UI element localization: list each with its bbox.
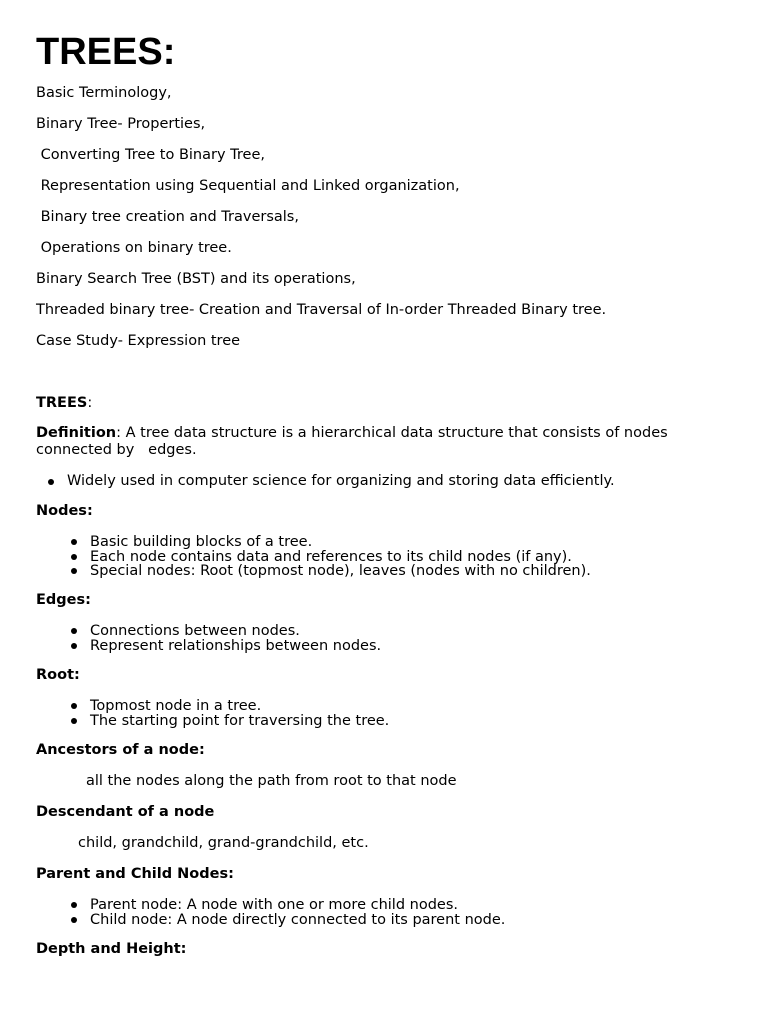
syllabus-item: Representation using Sequential and Linked organization, [36, 178, 460, 194]
section-heading-label: TREES [36, 395, 88, 411]
edges-heading: Edges: [36, 592, 91, 608]
nodes-heading: Nodes: [36, 503, 93, 519]
page-title: TREES: [36, 31, 176, 73]
syllabus-item: Operations on binary tree. [36, 240, 232, 256]
syllabus-item: Binary Search Tree (BST) and its operations, [36, 271, 356, 287]
definition-label: Definition [36, 425, 117, 441]
syllabus-item: Case Study- Expression tree [36, 333, 241, 349]
section-heading [36, 394, 92, 412]
list-item: Connections between nodes. [0, 624, 381, 639]
list-item: Basic building blocks of a tree. [0, 535, 591, 550]
syllabus-item: Basic Terminology, [36, 85, 172, 101]
syllabus-item: Converting Tree to Binary Tree, [36, 147, 265, 163]
list-item: The starting point for traversing the tree. [0, 714, 389, 729]
list-item: Parent node: A node with one or more child nodes. [0, 898, 505, 913]
list-item: Topmost node in a tree. [0, 699, 389, 714]
depth-height-heading: Depth and Height: [36, 941, 187, 957]
section-heading-colon: : [87, 395, 93, 411]
root-list [0, 699, 389, 728]
ancestors-heading: Ancestors of a node: [36, 742, 205, 758]
list-item: Widely used in computer science for organizing and storing data efficiently. [0, 472, 615, 490]
definition-paragraph [36, 425, 716, 459]
descendant-text: child, grandchild, grand-grandchild, etc. [78, 835, 369, 851]
parent-child-heading: Parent and Child Nodes: [36, 866, 234, 882]
definition-text: : A tree data structure is a hierarchical data structure that consists of nodes connected by edges. [36, 425, 673, 458]
syllabus-item: Threaded binary tree- Creation and Traversal of In-order Threaded Binary tree. [36, 302, 607, 318]
list-item: Each node contains data and references to its child nodes (if any). [0, 550, 591, 565]
root-heading: Root: [36, 667, 80, 683]
ancestors-text: all the nodes along the path from root to that node [86, 773, 457, 789]
list-item: Represent relationships between nodes. [0, 639, 381, 654]
list-item: Special nodes: Root (topmost node), leaves (nodes with no children). [0, 564, 591, 579]
syllabus-item: Binary tree creation and Traversals, [36, 209, 299, 225]
edges-list [0, 624, 381, 653]
nodes-list [0, 535, 591, 579]
definition-bullets [0, 472, 615, 490]
syllabus-item: Binary Tree- Properties, [36, 116, 206, 132]
descendant-heading: Descendant of a node [36, 804, 215, 820]
parent-child-list [0, 898, 505, 927]
list-item: Child node: A node directly connected to its parent node. [0, 913, 505, 928]
